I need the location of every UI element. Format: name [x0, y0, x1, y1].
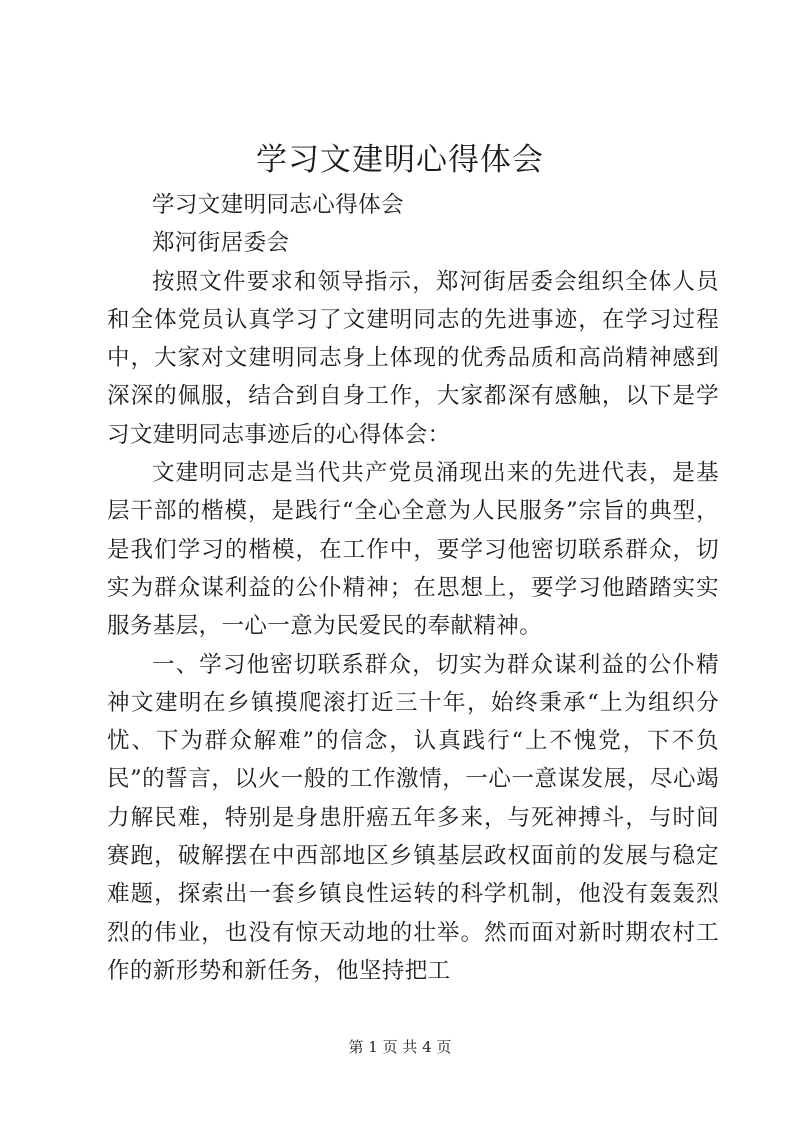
body-paragraph: 文建明同志是当代共产党员涌现出来的先进代表，是基层干部的楷模，是践行“全心全意为人民服务”宗旨的典型，是我们学习的楷模，在工作中，要学习他密切联系群众，切实为群众谋利益的公仆精神；在思想上，要学习他踏踏实实服务基层，一心一意为民爱民的奉献精神。: [107, 460, 719, 640]
document-body: [107, 186, 719, 990]
organization-paragraph: 郑河街居委会: [152, 230, 290, 257]
page-footer: 第 1 页 共 4 页: [348, 1038, 452, 1056]
document-title: 学习文建明心得体会: [256, 142, 544, 178]
body-paragraph: 一、学习他密切联系群众，切实为群众谋利益的公仆精神文建明在乡镇摸爬滚打近三十年，始终秉承“上为组织分忧、下为群众解难”的信念，认真践行“上不愧党，下不负民”的誓言，以火一般的工作激情，一心一意谋发展，尽心竭力解民难，特别是身患肝癌五年多来，与死神搏斗，与时间赛跑，破解摆在中西部地区乡镇基层政权面前的发展与稳定难题，探索出一套乡镇良性运转的科学机制，他没有轰轰烈烈的伟业，也没有惊天动地的壮举。然而面对新时期农村工作的新形势和新任务，他坚持把工: [107, 651, 719, 984]
body-paragraph: 按照文件要求和领导指示，郑河街居委会组织全体人员和全体党员认真学习了文建明同志的先进事迹，在学习过程中，大家对文建明同志身上体现的优秀品质和高尚精神感到深深的佩服，结合到自身工作，大家都深有感触，以下是学习文建明同志事迹后的心得体会：: [107, 268, 719, 448]
subtitle-paragraph: 学习文建明同志心得体会: [152, 192, 404, 218]
